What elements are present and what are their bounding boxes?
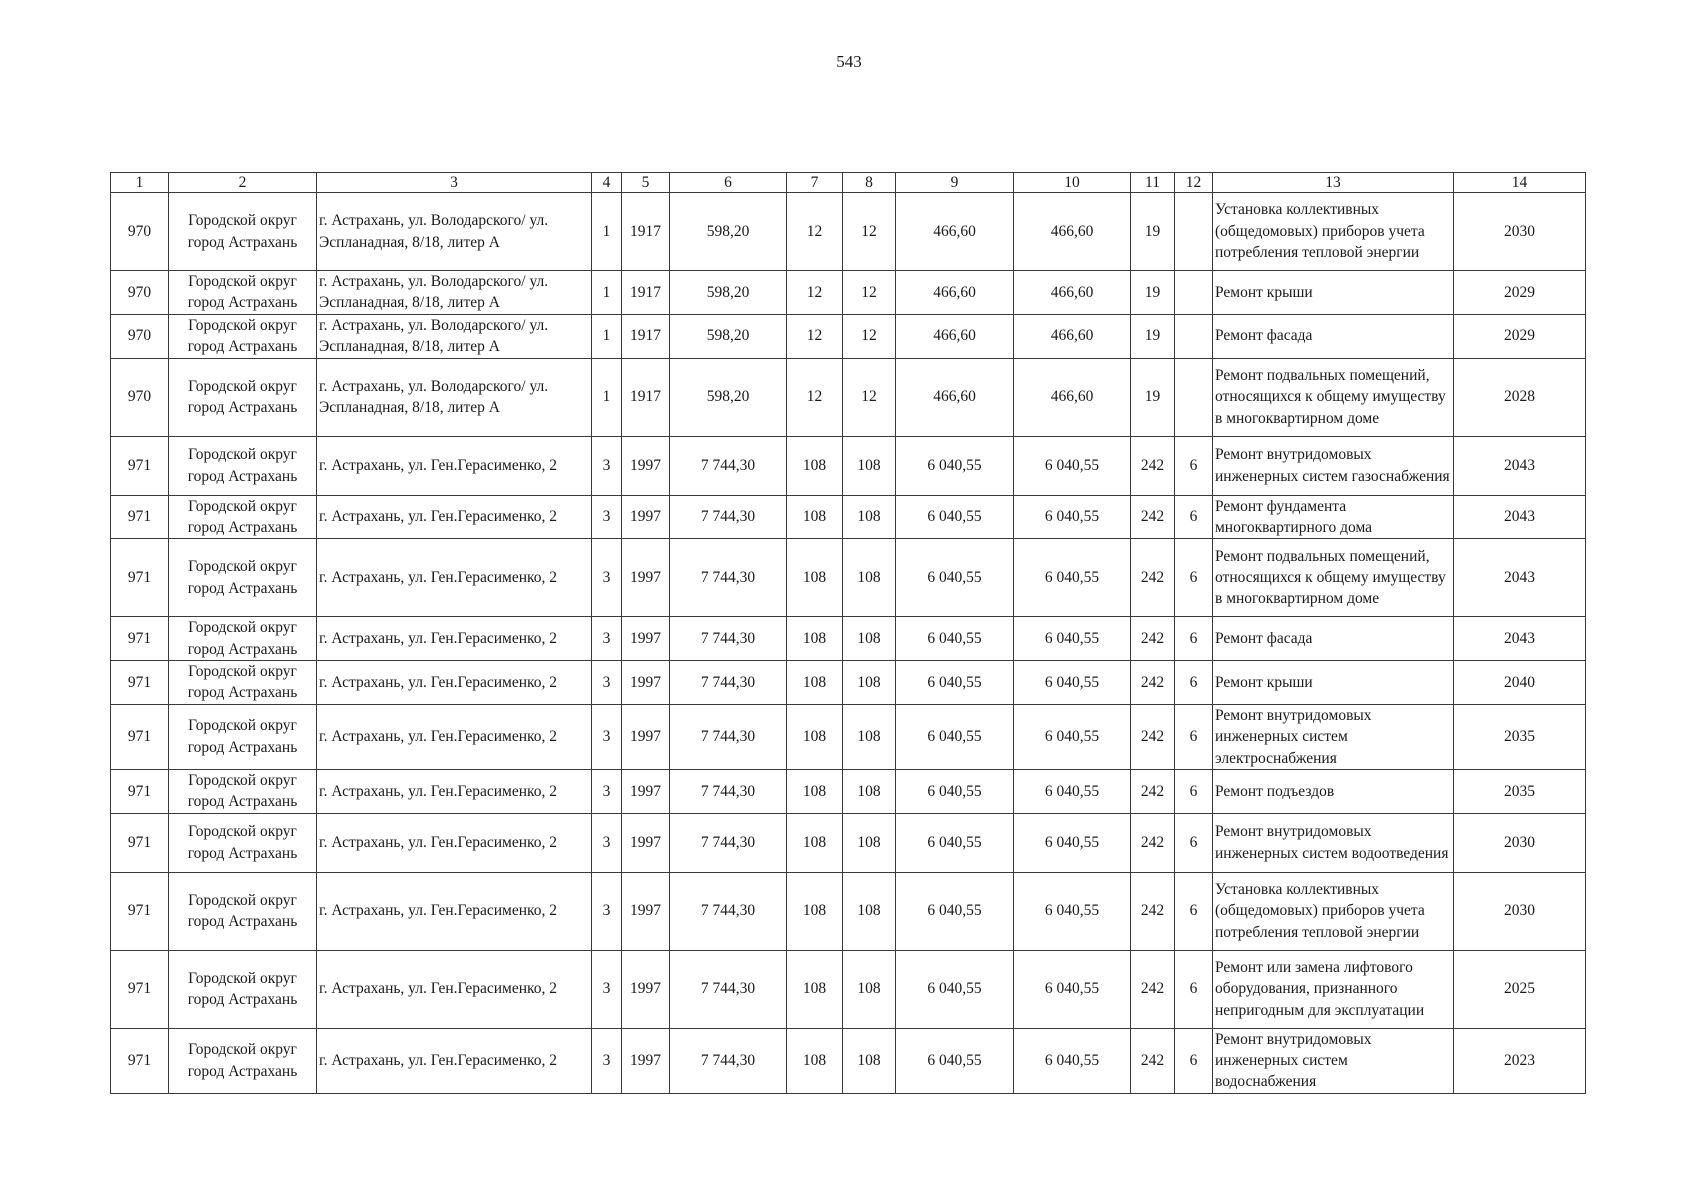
cell-planned-year: 2043 — [1454, 436, 1586, 495]
cell-col-8-value: 108 — [843, 704, 896, 769]
cell-col-12-value: 6 — [1175, 704, 1213, 769]
table-row — [111, 193, 1586, 271]
cell-total-area: 7 744,30 — [670, 704, 787, 769]
table-body — [111, 193, 1586, 1094]
cell-col-7-value: 108 — [787, 950, 843, 1028]
cell-address: г. Астрахань, ул. Ген.Герасименко, 2 — [317, 769, 592, 813]
cell-total-area: 7 744,30 — [670, 617, 787, 661]
cell-col-8-value: 108 — [843, 539, 896, 617]
cell-year-built: 1997 — [622, 539, 670, 617]
cell-col-10-area: 6 040,55 — [1014, 950, 1131, 1028]
cell-planned-year: 2023 — [1454, 1028, 1586, 1093]
cell-address: г. Астрахань, ул. Ген.Герасименко, 2 — [317, 1028, 592, 1093]
table-row — [111, 661, 1586, 705]
table-row — [111, 1028, 1586, 1093]
column-header-4: 4 — [592, 173, 622, 193]
cell-address: г. Астрахань, ул. Ген.Герасименко, 2 — [317, 436, 592, 495]
cell-floors: 1 — [592, 358, 622, 436]
cell-col-12-value: 6 — [1175, 950, 1213, 1028]
cell-planned-year: 2030 — [1454, 813, 1586, 872]
cell-col-12-value — [1175, 314, 1213, 358]
cell-municipality: Городской округ город Астрахань — [169, 950, 317, 1028]
cell-col-10-area: 6 040,55 — [1014, 617, 1131, 661]
cell-municipality: Городской округ город Астрахань — [169, 872, 317, 950]
cell-floors: 3 — [592, 872, 622, 950]
cell-record-number: 971 — [111, 813, 169, 872]
page-number: 543 — [836, 52, 862, 71]
cell-floors: 3 — [592, 617, 622, 661]
cell-col-7-value: 108 — [787, 539, 843, 617]
cell-record-number: 971 — [111, 769, 169, 813]
column-header-6: 6 — [670, 173, 787, 193]
cell-planned-year: 2029 — [1454, 271, 1586, 315]
cell-municipality: Городской округ город Астрахань — [169, 271, 317, 315]
cell-residents: 242 — [1131, 617, 1175, 661]
cell-col-7-value: 108 — [787, 661, 843, 705]
cell-col-10-area: 6 040,55 — [1014, 495, 1131, 539]
cell-record-number: 971 — [111, 704, 169, 769]
cell-col-9-area: 6 040,55 — [896, 495, 1014, 539]
table-row — [111, 872, 1586, 950]
cell-planned-year: 2040 — [1454, 661, 1586, 705]
cell-record-number: 970 — [111, 271, 169, 315]
cell-total-area: 7 744,30 — [670, 813, 787, 872]
cell-floors: 3 — [592, 1028, 622, 1093]
cell-address: г. Астрахань, ул. Ген.Герасименко, 2 — [317, 950, 592, 1028]
capital-repair-table — [110, 172, 1586, 1094]
cell-col-7-value: 108 — [787, 436, 843, 495]
cell-record-number: 971 — [111, 539, 169, 617]
cell-col-8-value: 108 — [843, 661, 896, 705]
cell-col-7-value: 108 — [787, 769, 843, 813]
cell-address: г. Астрахань, ул. Володарского/ ул. Эспланадная, 8/18, литер А — [317, 314, 592, 358]
cell-work-type: Ремонт фасада — [1213, 314, 1454, 358]
cell-col-9-area: 6 040,55 — [896, 661, 1014, 705]
table-row — [111, 769, 1586, 813]
cell-col-10-area: 6 040,55 — [1014, 661, 1131, 705]
cell-residents: 242 — [1131, 436, 1175, 495]
cell-col-12-value — [1175, 358, 1213, 436]
cell-col-8-value: 12 — [843, 271, 896, 315]
cell-col-10-area: 6 040,55 — [1014, 872, 1131, 950]
column-header-10: 10 — [1014, 173, 1131, 193]
column-header-7: 7 — [787, 173, 843, 193]
cell-total-area: 7 744,30 — [670, 661, 787, 705]
cell-col-10-area: 6 040,55 — [1014, 704, 1131, 769]
cell-municipality: Городской округ город Астрахань — [169, 617, 317, 661]
cell-col-12-value: 6 — [1175, 436, 1213, 495]
cell-total-area: 598,20 — [670, 271, 787, 315]
cell-col-10-area: 466,60 — [1014, 271, 1131, 315]
cell-year-built: 1917 — [622, 193, 670, 271]
cell-col-12-value: 6 — [1175, 661, 1213, 705]
cell-year-built: 1917 — [622, 314, 670, 358]
cell-col-10-area: 466,60 — [1014, 358, 1131, 436]
table-row — [111, 495, 1586, 539]
cell-municipality: Городской округ город Астрахань — [169, 314, 317, 358]
cell-municipality: Городской округ город Астрахань — [169, 436, 317, 495]
cell-floors: 3 — [592, 661, 622, 705]
cell-record-number: 970 — [111, 193, 169, 271]
table-row — [111, 813, 1586, 872]
table-row — [111, 950, 1586, 1028]
cell-year-built: 1917 — [622, 358, 670, 436]
cell-planned-year: 2029 — [1454, 314, 1586, 358]
cell-municipality: Городской округ город Астрахань — [169, 769, 317, 813]
cell-record-number: 971 — [111, 1028, 169, 1093]
cell-col-12-value: 6 — [1175, 1028, 1213, 1093]
cell-work-type: Ремонт фундамента многоквартирного дома — [1213, 495, 1454, 539]
cell-col-7-value: 12 — [787, 358, 843, 436]
cell-address: г. Астрахань, ул. Ген.Герасименко, 2 — [317, 495, 592, 539]
cell-year-built: 1997 — [622, 1028, 670, 1093]
cell-year-built: 1997 — [622, 704, 670, 769]
cell-planned-year: 2043 — [1454, 495, 1586, 539]
cell-residents: 242 — [1131, 872, 1175, 950]
cell-municipality: Городской округ город Астрахань — [169, 1028, 317, 1093]
cell-residents: 242 — [1131, 813, 1175, 872]
cell-col-12-value: 6 — [1175, 495, 1213, 539]
cell-municipality: Городской округ город Астрахань — [169, 661, 317, 705]
cell-col-8-value: 108 — [843, 436, 896, 495]
cell-planned-year: 2025 — [1454, 950, 1586, 1028]
cell-year-built: 1997 — [622, 436, 670, 495]
cell-col-9-area: 6 040,55 — [896, 769, 1014, 813]
column-header-11: 11 — [1131, 173, 1175, 193]
cell-col-8-value: 108 — [843, 617, 896, 661]
cell-col-10-area: 6 040,55 — [1014, 1028, 1131, 1093]
cell-col-12-value: 6 — [1175, 617, 1213, 661]
cell-col-8-value: 108 — [843, 495, 896, 539]
cell-record-number: 971 — [111, 661, 169, 705]
cell-col-8-value: 108 — [843, 769, 896, 813]
cell-col-7-value: 108 — [787, 1028, 843, 1093]
table-row — [111, 704, 1586, 769]
column-number-row — [111, 173, 1586, 193]
cell-residents: 242 — [1131, 950, 1175, 1028]
cell-municipality: Городской округ город Астрахань — [169, 495, 317, 539]
cell-work-type: Ремонт внутридомовых инженерных систем водоснабжения — [1213, 1028, 1454, 1093]
cell-col-9-area: 6 040,55 — [896, 436, 1014, 495]
cell-col-12-value — [1175, 193, 1213, 271]
cell-work-type: Ремонт подвальных помещений, относящихся к общему имуществу в многоквартирном доме — [1213, 358, 1454, 436]
column-header-5: 5 — [622, 173, 670, 193]
cell-col-9-area: 466,60 — [896, 193, 1014, 271]
cell-col-9-area: 466,60 — [896, 314, 1014, 358]
cell-total-area: 7 744,30 — [670, 1028, 787, 1093]
cell-col-7-value: 108 — [787, 813, 843, 872]
cell-year-built: 1917 — [622, 271, 670, 315]
cell-year-built: 1997 — [622, 661, 670, 705]
cell-col-10-area: 6 040,55 — [1014, 813, 1131, 872]
cell-col-7-value: 12 — [787, 314, 843, 358]
cell-col-10-area: 6 040,55 — [1014, 539, 1131, 617]
cell-record-number: 971 — [111, 872, 169, 950]
cell-residents: 242 — [1131, 495, 1175, 539]
cell-work-type: Установка коллективных (общедомовых) приборов учета потребления тепловой энергии — [1213, 872, 1454, 950]
cell-floors: 3 — [592, 495, 622, 539]
column-header-8: 8 — [843, 173, 896, 193]
cell-work-type: Ремонт внутридомовых инженерных систем электроснабжения — [1213, 704, 1454, 769]
cell-col-8-value: 108 — [843, 1028, 896, 1093]
table-row — [111, 271, 1586, 315]
cell-total-area: 7 744,30 — [670, 872, 787, 950]
cell-work-type: Ремонт внутридомовых инженерных систем газоснабжения — [1213, 436, 1454, 495]
cell-residents: 19 — [1131, 193, 1175, 271]
cell-residents: 19 — [1131, 358, 1175, 436]
table-row — [111, 539, 1586, 617]
cell-residents: 242 — [1131, 769, 1175, 813]
cell-col-10-area: 6 040,55 — [1014, 769, 1131, 813]
table-row — [111, 314, 1586, 358]
cell-work-type: Установка коллективных (общедомовых) приборов учета потребления тепловой энергии — [1213, 193, 1454, 271]
cell-address: г. Астрахань, ул. Ген.Герасименко, 2 — [317, 661, 592, 705]
cell-record-number: 971 — [111, 436, 169, 495]
cell-municipality: Городской округ город Астрахань — [169, 813, 317, 872]
cell-work-type: Ремонт или замена лифтового оборудования, признанного непригодным для эксплуатации — [1213, 950, 1454, 1028]
cell-col-10-area: 6 040,55 — [1014, 436, 1131, 495]
cell-total-area: 7 744,30 — [670, 769, 787, 813]
cell-total-area: 598,20 — [670, 358, 787, 436]
cell-col-10-area: 466,60 — [1014, 193, 1131, 271]
cell-col-9-area: 6 040,55 — [896, 950, 1014, 1028]
cell-address: г. Астрахань, ул. Ген.Герасименко, 2 — [317, 872, 592, 950]
cell-col-12-value: 6 — [1175, 769, 1213, 813]
cell-municipality: Городской округ город Астрахань — [169, 358, 317, 436]
cell-planned-year: 2035 — [1454, 769, 1586, 813]
cell-year-built: 1997 — [622, 813, 670, 872]
cell-col-7-value: 108 — [787, 704, 843, 769]
cell-col-7-value: 108 — [787, 872, 843, 950]
cell-residents: 242 — [1131, 661, 1175, 705]
cell-floors: 3 — [592, 704, 622, 769]
cell-col-8-value: 12 — [843, 193, 896, 271]
column-header-14: 14 — [1454, 173, 1586, 193]
column-header-13: 13 — [1213, 173, 1454, 193]
cell-residents: 242 — [1131, 1028, 1175, 1093]
cell-work-type: Ремонт крыши — [1213, 271, 1454, 315]
cell-year-built: 1997 — [622, 950, 670, 1028]
cell-total-area: 598,20 — [670, 314, 787, 358]
cell-col-12-value: 6 — [1175, 872, 1213, 950]
cell-record-number: 971 — [111, 495, 169, 539]
cell-total-area: 7 744,30 — [670, 539, 787, 617]
cell-col-7-value: 108 — [787, 495, 843, 539]
cell-work-type: Ремонт подвальных помещений, относящихся к общему имуществу в многоквартирном доме — [1213, 539, 1454, 617]
cell-col-9-area: 466,60 — [896, 271, 1014, 315]
cell-col-8-value: 108 — [843, 950, 896, 1028]
cell-address: г. Астрахань, ул. Володарского/ ул. Эспланадная, 8/18, литер А — [317, 358, 592, 436]
cell-col-8-value: 108 — [843, 813, 896, 872]
cell-floors: 3 — [592, 436, 622, 495]
cell-total-area: 7 744,30 — [670, 950, 787, 1028]
column-header-9: 9 — [896, 173, 1014, 193]
cell-municipality: Городской округ город Астрахань — [169, 704, 317, 769]
cell-year-built: 1997 — [622, 617, 670, 661]
cell-year-built: 1997 — [622, 769, 670, 813]
cell-total-area: 598,20 — [670, 193, 787, 271]
cell-total-area: 7 744,30 — [670, 436, 787, 495]
cell-residents: 242 — [1131, 539, 1175, 617]
cell-floors: 3 — [592, 769, 622, 813]
cell-total-area: 7 744,30 — [670, 495, 787, 539]
cell-col-7-value: 108 — [787, 617, 843, 661]
table-row — [111, 358, 1586, 436]
cell-col-12-value: 6 — [1175, 813, 1213, 872]
cell-floors: 1 — [592, 271, 622, 315]
cell-floors: 1 — [592, 193, 622, 271]
cell-planned-year: 2043 — [1454, 539, 1586, 617]
cell-record-number: 971 — [111, 617, 169, 661]
cell-col-9-area: 6 040,55 — [896, 539, 1014, 617]
column-header-2: 2 — [169, 173, 317, 193]
cell-residents: 242 — [1131, 704, 1175, 769]
cell-col-9-area: 466,60 — [896, 358, 1014, 436]
column-header-12: 12 — [1175, 173, 1213, 193]
cell-address: г. Астрахань, ул. Ген.Герасименко, 2 — [317, 617, 592, 661]
cell-col-9-area: 6 040,55 — [896, 704, 1014, 769]
cell-col-7-value: 12 — [787, 193, 843, 271]
cell-work-type: Ремонт подъездов — [1213, 769, 1454, 813]
cell-address: г. Астрахань, ул. Ген.Герасименко, 2 — [317, 704, 592, 769]
cell-col-9-area: 6 040,55 — [896, 813, 1014, 872]
cell-record-number: 970 — [111, 358, 169, 436]
column-header-3: 3 — [317, 173, 592, 193]
cell-address: г. Астрахань, ул. Ген.Герасименко, 2 — [317, 539, 592, 617]
cell-residents: 19 — [1131, 314, 1175, 358]
cell-planned-year: 2035 — [1454, 704, 1586, 769]
table-row — [111, 617, 1586, 661]
cell-planned-year: 2043 — [1454, 617, 1586, 661]
cell-col-9-area: 6 040,55 — [896, 872, 1014, 950]
cell-address: г. Астрахань, ул. Володарского/ ул. Эспланадная, 8/18, литер А — [317, 193, 592, 271]
cell-address: г. Астрахань, ул. Володарского/ ул. Эспланадная, 8/18, литер А — [317, 271, 592, 315]
cell-work-type: Ремонт внутридомовых инженерных систем водоотведения — [1213, 813, 1454, 872]
cell-col-9-area: 6 040,55 — [896, 1028, 1014, 1093]
cell-address: г. Астрахань, ул. Ген.Герасименко, 2 — [317, 813, 592, 872]
cell-planned-year: 2028 — [1454, 358, 1586, 436]
cell-record-number: 970 — [111, 314, 169, 358]
cell-col-8-value: 12 — [843, 358, 896, 436]
cell-planned-year: 2030 — [1454, 872, 1586, 950]
cell-floors: 1 — [592, 314, 622, 358]
cell-col-12-value — [1175, 271, 1213, 315]
cell-col-8-value: 12 — [843, 314, 896, 358]
cell-year-built: 1997 — [622, 872, 670, 950]
cell-col-10-area: 466,60 — [1014, 314, 1131, 358]
cell-col-12-value: 6 — [1175, 539, 1213, 617]
cell-municipality: Городской округ город Астрахань — [169, 193, 317, 271]
cell-residents: 19 — [1131, 271, 1175, 315]
table-row — [111, 436, 1586, 495]
cell-col-9-area: 6 040,55 — [896, 617, 1014, 661]
cell-work-type: Ремонт крыши — [1213, 661, 1454, 705]
cell-record-number: 971 — [111, 950, 169, 1028]
cell-floors: 3 — [592, 950, 622, 1028]
column-header-1: 1 — [111, 173, 169, 193]
cell-work-type: Ремонт фасада — [1213, 617, 1454, 661]
cell-floors: 3 — [592, 813, 622, 872]
cell-floors: 3 — [592, 539, 622, 617]
cell-planned-year: 2030 — [1454, 193, 1586, 271]
cell-col-7-value: 12 — [787, 271, 843, 315]
cell-year-built: 1997 — [622, 495, 670, 539]
cell-municipality: Городской округ город Астрахань — [169, 539, 317, 617]
cell-col-8-value: 108 — [843, 872, 896, 950]
